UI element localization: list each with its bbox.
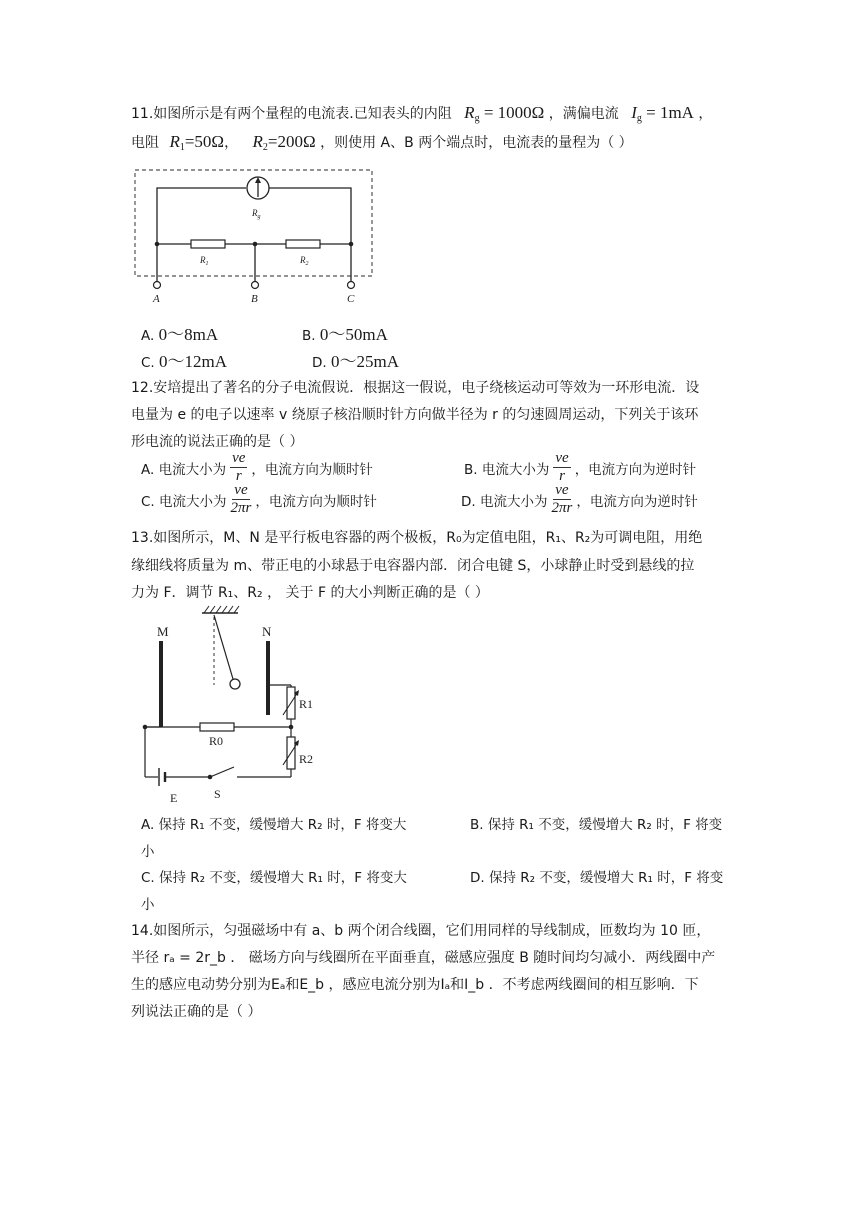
q11-ammeter-circuit-diagram: [128, 166, 378, 308]
q14-line-4: 列说法正确的是（ ）: [131, 1004, 262, 1020]
q12-option-d: D. 电流大小为 $\frac{ve}{2\pi r}$ ，电流方向为逆时针: [461, 482, 698, 516]
label-r1: R1: [299, 697, 314, 711]
resistor-r2: [286, 240, 320, 248]
fraction-ve-over-2pir: $\frac{ve}{2\pi r}$: [551, 482, 573, 516]
wire-top-right: [269, 188, 351, 244]
terminal-a: [154, 282, 161, 289]
label-m: M: [157, 624, 169, 639]
label-a: A: [153, 293, 160, 305]
q14-line-1: 14.如图所示，匀强磁场中有 a、b 两个闭合线圈，它们用同样的导线制成，匝数均为 10 匝，: [131, 923, 711, 939]
label-c: C: [347, 293, 355, 305]
label-n: N: [262, 624, 272, 639]
q11-text-2c: ，则使用 A、B 两个端点时，电流表的量程为（ ）: [320, 135, 633, 151]
q11-line-2: 电阻 $R_1=50\Omega$， $R_2=200\Omega$ ，则使用 A、B 两个端点时，电流表的量程为（ ）: [131, 132, 633, 153]
q11-text-2a: 电阻: [131, 135, 159, 151]
q11-text-1b: ，满偏电流: [548, 106, 619, 122]
q12-option-b: B. 电流大小为 $\frac{ve}{r}$ ，电流方向为逆时针: [464, 450, 697, 484]
label-r2: R2: [299, 752, 314, 766]
q12-option-a: A. 电流大小为 $\frac{ve}{r}$ ，电流方向为顺时针: [141, 450, 373, 484]
q13-capacitor-circuit-diagram: [132, 605, 332, 807]
r2-formula: $R_2=200\Omega$: [252, 132, 316, 153]
q12-line-3: 形电流的说法正确的是（ ）: [131, 434, 304, 450]
label-s: S: [214, 787, 221, 801]
q11-option-d: D. 0～25mA: [312, 352, 399, 371]
q14-line-3: 生的感应电动势分别为Eₐ和E_b ，感应电流分别为Iₐ和I_b ．不考虑两线圈间的相互影响．下: [131, 977, 699, 993]
switch-lever: [210, 767, 234, 777]
q13-option-c: C. 保持 R₂ 不变，缓慢增大 R₁ 时，F 将变大: [141, 870, 407, 886]
ig-formula: $I_g = 1mA$: [631, 103, 694, 124]
q12-line-1: 12.安培提出了著名的分子电流假说．根据这一假说，电子绕核运动可等效为一环形电流．设: [131, 380, 700, 396]
q13-line-2: 缘细线将质量为 m、带正电的小球悬于电容器内部．闭合电键 S，小球静止时受到悬线的拉: [131, 558, 695, 574]
plate-m: [159, 641, 163, 727]
label-b: B: [251, 293, 258, 305]
r1-formula: $R_1=50\Omega$: [169, 132, 225, 153]
q13-option-d-cont: 小: [141, 897, 155, 913]
terminal-b: [252, 282, 259, 289]
q11-text-1a: 11.如图所示是有两个量程的电流表.已知表头的内阻: [131, 106, 452, 122]
q12-option-c: C. 电流大小为 $\frac{ve}{2\pi r}$ ，电流方向为顺时针: [141, 482, 377, 516]
q11-option-c: C. 0～12mA: [141, 352, 228, 371]
label-r1: $R_1$: [200, 255, 209, 267]
label-rg: $R_g$: [252, 208, 261, 220]
q13-line-1: 13.如图所示，M、N 是平行板电容器的两个极板，R₀为定值电阻，R₁、R₂为可调电阻，用绝: [131, 530, 703, 546]
q11-line-1: 11.如图所示是有两个量程的电流表.已知表头的内阻 $R_g = 1000\Omega$ ，满偏电流 $I_g = 1mA$ ，: [131, 103, 713, 124]
q13-option-d: D. 保持 R₂ 不变，缓慢增大 R₁ 时，F 将变: [470, 870, 724, 886]
resistor-r0: [200, 723, 234, 731]
label-r0: R0: [209, 734, 224, 748]
resistor-r1: [191, 240, 225, 248]
q13-line-3: 力为 F．调节 R₁、R₂ ， 关于 F 的大小判断正确的是（ ）: [131, 585, 489, 601]
fraction-ve-over-2pir: $\frac{ve}{2\pi r}$: [230, 482, 252, 516]
thread: [214, 615, 233, 679]
q13-option-b-cont: 小: [141, 844, 155, 860]
wire-top: [157, 188, 246, 244]
fraction-ve-over-r: $\frac{ve}{r}$: [232, 450, 246, 484]
terminal-c: [348, 282, 355, 289]
fraction-ve-over-r: $\frac{ve}{r}$: [555, 450, 569, 484]
label-r2: $R_2$: [300, 255, 309, 267]
plate-n: [266, 641, 270, 715]
label-e: E: [170, 791, 178, 805]
q13-option-a: A. 保持 R₁ 不变，缓慢增大 R₂ 时，F 将变大: [141, 817, 407, 833]
q11-option-a: A. 0～8mA: [141, 325, 219, 344]
q11-option-b: B. 0～50mA: [302, 325, 388, 344]
q12-line-2: 电量为 e 的电子以速率 v 绕原子核沿顺时针方向做半径为 r 的匀速圆周运动，下列关于该环: [131, 407, 699, 423]
rg-formula: $R_g = 1000\Omega$: [464, 103, 545, 124]
q13-option-b: B. 保持 R₁ 不变，缓慢增大 R₂ 时，F 将变: [470, 817, 723, 833]
charged-ball: [230, 679, 240, 689]
q14-line-2: 半径 rₐ = 2r_b ． 磁场方向与线圈所在平面垂直，磁感应强度 B 随时间均匀减小．两线圈中产: [131, 950, 716, 966]
